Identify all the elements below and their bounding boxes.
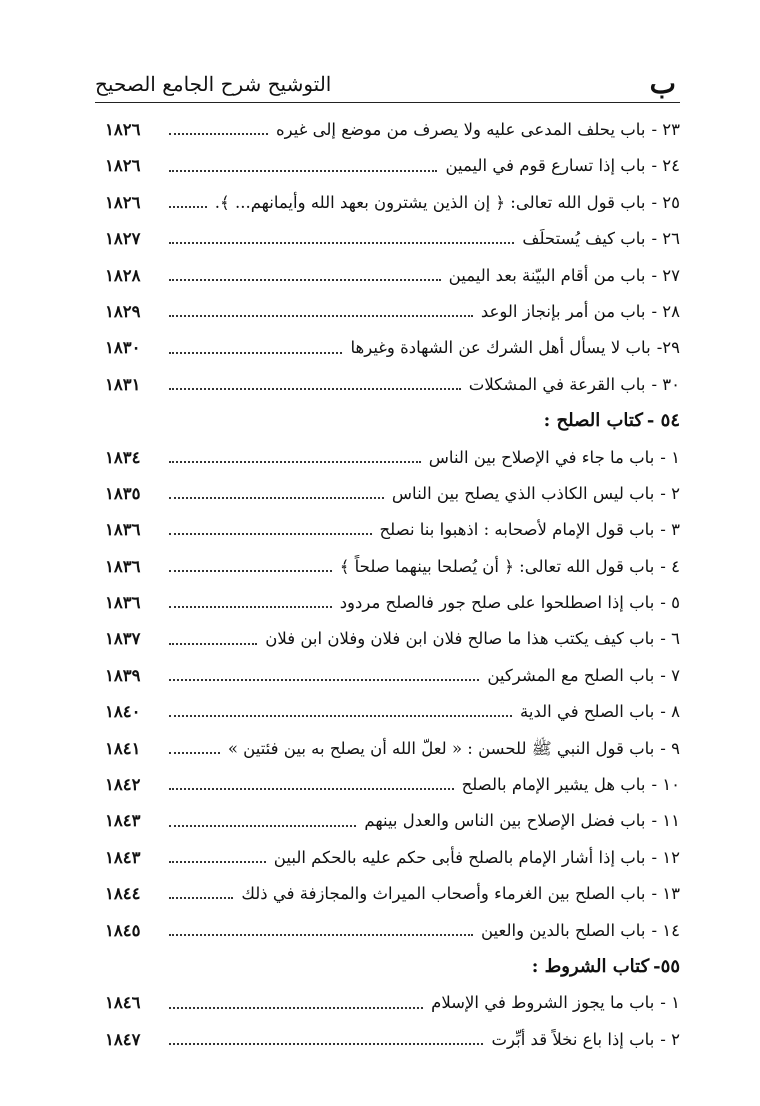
entry-title: باب ليس الكاذب الذي يصلح بين الناس	[391, 483, 655, 503]
toc-entry[interactable]	[105, 512, 680, 548]
page-number: ١٨٢٦	[105, 120, 141, 139]
entry-number: ٩ -	[660, 738, 680, 758]
page-number: ١٨٣٦	[105, 593, 141, 613]
page-number: ١٨٣٥	[105, 483, 141, 503]
entry-title: باب الصلح في الدية	[520, 702, 655, 722]
dot-leader	[169, 679, 479, 681]
entry-number: ٢ -	[660, 483, 680, 503]
toc-entry[interactable]	[105, 294, 680, 330]
dot-leader	[169, 934, 473, 936]
toc-entry[interactable]	[105, 985, 680, 1021]
entry-title: باب الصلح بين الغرماء وأصحاب الميراث والمجازفة في ذلك	[241, 884, 646, 904]
dot-leader	[169, 1043, 483, 1045]
entry-number: ٥ -	[660, 593, 680, 613]
dot-leader	[169, 279, 441, 281]
dot-leader	[169, 242, 514, 244]
toc-entry[interactable]	[105, 476, 680, 512]
entry-number: ١٤ -	[651, 920, 680, 940]
entry-number: ٧ -	[660, 665, 680, 685]
toc-entry[interactable]	[105, 803, 680, 839]
toc-entry[interactable]	[105, 658, 680, 694]
entry-number: ١ -	[660, 447, 680, 467]
toc-entry[interactable]	[105, 585, 680, 621]
dot-leader	[169, 133, 268, 135]
toc-entry[interactable]	[105, 767, 680, 803]
page-number: ١٨٣١	[105, 374, 141, 394]
entry-number: ٦ -	[660, 629, 680, 649]
book-number: ٥٤ -	[646, 410, 680, 432]
dot-leader	[169, 461, 421, 463]
page-number: ١٨٤٥	[105, 920, 141, 940]
page-number: ١٨٤٦	[105, 993, 141, 1013]
toc-entry[interactable]	[105, 258, 680, 294]
entry-number: ١ -	[660, 993, 680, 1013]
entry-title: باب فضل الإصلاح بين الناس والعدل بينهم	[364, 811, 646, 831]
entry-title: باب يحلف المدعى عليه ولا يصرف من موضع إلى غيره	[275, 120, 646, 139]
toc-entry[interactable]	[105, 330, 680, 366]
book-title: التوشيح شرح الجامع الصحيح	[95, 72, 332, 96]
book-number: ٥٥-	[653, 955, 680, 977]
dot-leader	[169, 606, 332, 608]
toc-entry[interactable]	[105, 148, 680, 184]
entry-number: ٢٨ -	[651, 301, 680, 321]
page-number: ١٨٣٤	[105, 447, 141, 467]
dot-leader	[169, 352, 342, 354]
entry-number: ٢٦ -	[651, 229, 680, 249]
dot-leader	[169, 788, 454, 790]
entry-title: باب إذا أشار الإمام بالصلح فأبى حكم عليه بالحكم البين	[273, 847, 646, 867]
dot-leader	[169, 388, 461, 390]
page-number: ١٨٤٣	[105, 847, 141, 867]
entry-title: باب ما جاء في الإصلاح بين الناس	[428, 447, 655, 467]
running-header	[95, 66, 680, 103]
dot-leader	[169, 715, 512, 717]
toc-entry[interactable]	[105, 621, 680, 657]
page-number: ١٨٢٧	[105, 229, 141, 249]
dot-leader	[169, 315, 473, 317]
dot-leader	[169, 897, 233, 899]
entry-title: باب قول الله تعالى: ﴿ إن الذين يشترون بعهد الله وأيمانهم... ﴾.	[214, 192, 646, 212]
entry-number: ٢٤ -	[651, 156, 680, 176]
entry-number: ١٣ -	[651, 884, 680, 904]
page-number: ١٨٤٤	[105, 884, 141, 904]
page-number: ١٨٢٦	[105, 192, 141, 212]
page-number: ١٨٣٠	[105, 338, 141, 358]
page-number: ١٨٤٠	[105, 702, 141, 722]
entry-title: باب لا يسأل أهل الشرك عن الشهادة وغيرها	[350, 338, 651, 358]
entry-title: باب من أمر بإنجاز الوعد	[480, 301, 646, 321]
toc-entry[interactable]	[105, 185, 680, 221]
entry-title: باب كيف يكتب هذا ما صالح فلان ابن فلان وفلان ابن فلان	[265, 629, 655, 649]
dot-leader	[169, 752, 220, 754]
entry-title: باب إذا باع نخلاً قد أبِّرت	[491, 1029, 655, 1049]
entry-number: ١٢ -	[651, 847, 680, 867]
entry-number: ١١ -	[651, 811, 680, 831]
toc-entry[interactable]	[105, 694, 680, 730]
entry-title: باب إذا تسارع قوم في اليمين	[445, 156, 646, 176]
entry-number: ٢٥ -	[651, 192, 680, 212]
dot-leader	[169, 206, 207, 208]
page-number: ١٨٤١	[105, 738, 141, 758]
page-number: ١٨٣٦	[105, 520, 141, 540]
entry-title: باب كيف يُستحلَف	[522, 229, 646, 249]
toc-entry[interactable]	[105, 440, 680, 476]
page-number: ١٨٤٢	[105, 775, 141, 795]
entry-title: باب الصلح مع المشركين	[487, 665, 655, 685]
entry-title: باب هل يشير الإمام بالصلح	[461, 775, 646, 795]
entry-title: باب القرعة في المشكلات	[468, 374, 646, 394]
dot-leader	[169, 1007, 423, 1009]
toc-entry[interactable]	[105, 840, 680, 876]
entry-number: ٢٩-	[656, 338, 680, 358]
toc-entry[interactable]	[105, 1022, 680, 1058]
entry-title: باب الصلح بالدين والعين	[480, 920, 646, 940]
dot-leader	[169, 170, 437, 172]
entry-number: ٣٠ -	[651, 374, 680, 394]
page-number: ١٨٢٨	[105, 265, 141, 285]
toc-entry[interactable]	[105, 367, 680, 403]
toc-entry[interactable]	[105, 549, 680, 585]
page-number: ١٨٤٣	[105, 811, 141, 831]
entry-title: باب قول الإمام لأصحابه : اذهبوا بنا نصلح	[379, 520, 655, 540]
toc-entry[interactable]	[105, 913, 680, 949]
dot-leader	[169, 825, 356, 827]
dot-leader	[169, 497, 384, 499]
toc-entry[interactable]	[105, 112, 680, 148]
page-number: ١٨٣٧	[105, 629, 141, 649]
toc-entry[interactable]	[105, 221, 680, 257]
entry-number: ٨ -	[660, 702, 680, 722]
entry-number: ٣ -	[660, 520, 680, 540]
entry-number: ٢ -	[660, 1029, 680, 1049]
entry-title: باب قول الله تعالى: ﴿ أن يُصلحا بينهما صلحاً ﴾	[339, 556, 655, 576]
toc-entry[interactable]	[105, 731, 680, 767]
dot-leader	[169, 533, 372, 535]
dot-leader	[169, 861, 266, 863]
entry-title: باب ما يجوز الشروط في الإسلام	[431, 993, 655, 1013]
toc-book-heading	[105, 949, 680, 985]
page-number: ١٨٢٩	[105, 301, 141, 321]
entry-number: ٢٧ -	[651, 265, 680, 285]
entry-title: باب إذا اصطلحوا على صلح جور فالصلح مردود	[339, 593, 655, 613]
book-heading-text: كتاب الصلح :	[543, 410, 643, 432]
toc-entry[interactable]	[105, 876, 680, 912]
entry-number: ١٠ -	[651, 775, 680, 795]
dot-leader	[169, 570, 332, 572]
toc-book-heading	[105, 403, 680, 439]
page-number: ١٨٣٩	[105, 665, 141, 685]
entry-number: ٢٣ -	[651, 120, 680, 139]
dot-leader	[169, 643, 257, 645]
entry-number: ٤ -	[660, 556, 680, 576]
page-number: ١٨٤٧	[105, 1029, 141, 1049]
page-letter: ب	[649, 67, 676, 100]
book-heading-text: كتاب الشروط :	[531, 955, 650, 977]
table-of-contents	[105, 112, 680, 1058]
entry-title: باب قول النبي ﷺ للحسن : « لعلّ الله أن يصلح به بين فئتين »	[227, 738, 655, 758]
entry-title: باب من أقام البيّنة بعد اليمين	[448, 265, 646, 285]
page-number: ١٨٣٦	[105, 556, 141, 576]
page-number: ١٨٢٦	[105, 156, 141, 176]
